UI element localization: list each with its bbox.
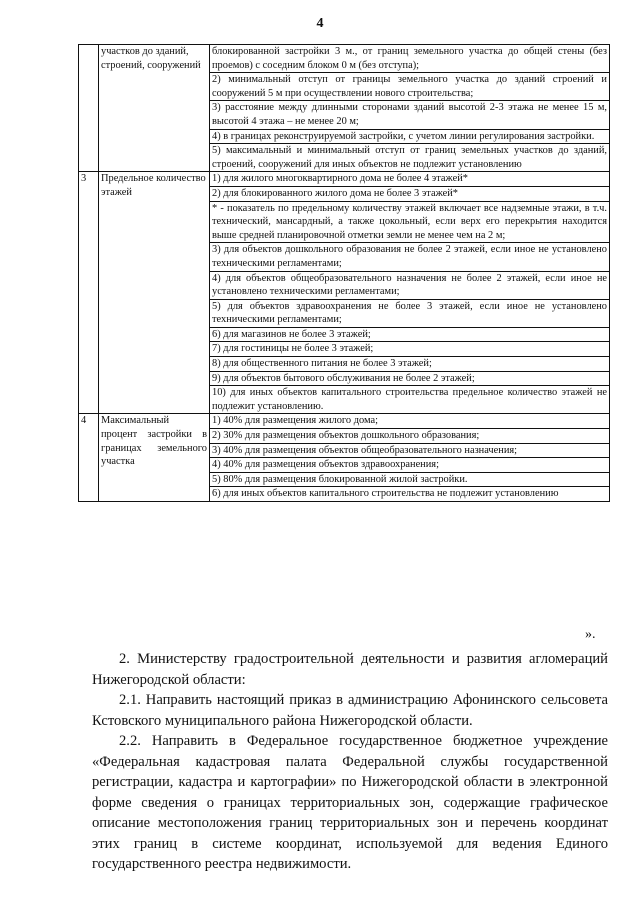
value-item: 3) 40% для размещения объектов общеобразовательного назначения;	[210, 443, 609, 458]
value-item: 4) для объектов общеобразовательного назначения не более 2 этажей, если иное не установлено техническими регламентами;	[212, 272, 607, 298]
value-item: 5) максимальный и минимальный отступ от границ земельных участков до зданий, строений, сооружений для иных объектов не подлежит установлению	[212, 145, 607, 170]
table-row	[79, 414, 610, 502]
regulations-table	[78, 44, 610, 502]
value-item: 2) для блокированного жилого дома не более 3 этажей*	[210, 186, 609, 201]
value-item: 2) минимальный отступ от границы земельного участка до зданий строений и сооружений 5 м при осуществлении нового строительства;	[212, 74, 607, 99]
body-text	[92, 649, 608, 875]
value-item: 6) для иных объектов капитального строительства не подлежит установлению	[210, 486, 609, 501]
paragraph-2: 2. Министерству градостроительной деятельности и развития агломераций Нижегородской области:	[92, 651, 608, 688]
parameter-values	[210, 45, 610, 172]
paragraph-2-1: 2.1. Направить настоящий приказ в администрацию Афонинского сельсовета Кстовского муниципального района Нижегородской области.	[92, 692, 608, 729]
parameter-name: участков до зданий, строений, сооружений	[99, 45, 210, 172]
value-item: 3) для объектов дошкольного образования не более 2 этажей, если иное не установлено техническими регламентами;	[212, 244, 607, 269]
row-number	[79, 45, 99, 172]
value-item: 2) 30% для размещения объектов дошкольного образования;	[210, 428, 609, 443]
value-item: * - показатель по предельному количеству этажей включает все надземные этажи, в т.ч. технический, мансардный, а также цокольный, если верх его перекрытия находится выше средней планировочной отметки земли не менее чем на 2 м;	[212, 202, 607, 241]
value-item: блокированной застройки 3 м., от границ земельного участка до общей стены (без проемов) с соседним блоком 0 м (без отступа);	[212, 46, 607, 71]
value-item: 3) расстояние между длинными сторонами зданий высотой 2-3 этажа не менее 15 м, высотой 4 этажа – не менее 20 м;	[212, 102, 607, 127]
parameter-name: Предельное количество этажей	[99, 172, 210, 414]
table-row	[79, 172, 610, 414]
value-item: 1) для жилого многоквартирного дома не более 4 этажей*	[212, 173, 468, 185]
value-item: 5) 80% для размещения блокированной жилой застройки.	[210, 472, 609, 487]
parameter-values	[210, 172, 610, 414]
parameter-name: Максимальный процент застройки в границах земельного участка	[99, 414, 210, 502]
value-item: 1) 40% для размещения жилого дома;	[212, 415, 379, 427]
value-item: 5) для объектов здравоохранения не более 3 этажей, если иное не установлено техническими регламентами;	[212, 300, 607, 326]
value-item: 9) для объектов бытового обслуживания не более 2 этажей;	[210, 371, 609, 386]
value-item: 4) в границах реконструируемой застройки, с учетом линии регулирования застройки.	[210, 129, 609, 144]
value-item: 6) для магазинов не более 3 этажей;	[210, 327, 609, 342]
value-item: 4) 40% для размещения объектов здравоохранения;	[210, 457, 609, 472]
closing-quote: ».	[585, 627, 596, 642]
value-item: 10) для иных объектов капитального строительства предельное количество этажей не подлежит установлению.	[212, 387, 607, 412]
value-item: 8) для общественного питания не более 3 этажей;	[210, 356, 609, 371]
row-number: 3	[79, 172, 99, 414]
value-item: 7) для гостиницы не более 3 этажей;	[210, 341, 609, 356]
table-row	[79, 45, 610, 172]
paragraph-2-2: 2.2. Направить в Федеральное государственное бюджетное учреждение «Федеральная кадастровая палата Федеральной службы государственной регистрации, кадастра и картографии» по Нижегородской области в электронной форме сведения о границах территориальных зон, содержащие графическое описание местоположения границ территориальных зон и перечень координат этих границ в системе координат, используемой для ведения Единого государственного реестра недвижимости.	[92, 733, 608, 872]
parameter-values	[210, 414, 610, 502]
row-number: 4	[79, 414, 99, 502]
page-number: 4	[316, 16, 324, 31]
